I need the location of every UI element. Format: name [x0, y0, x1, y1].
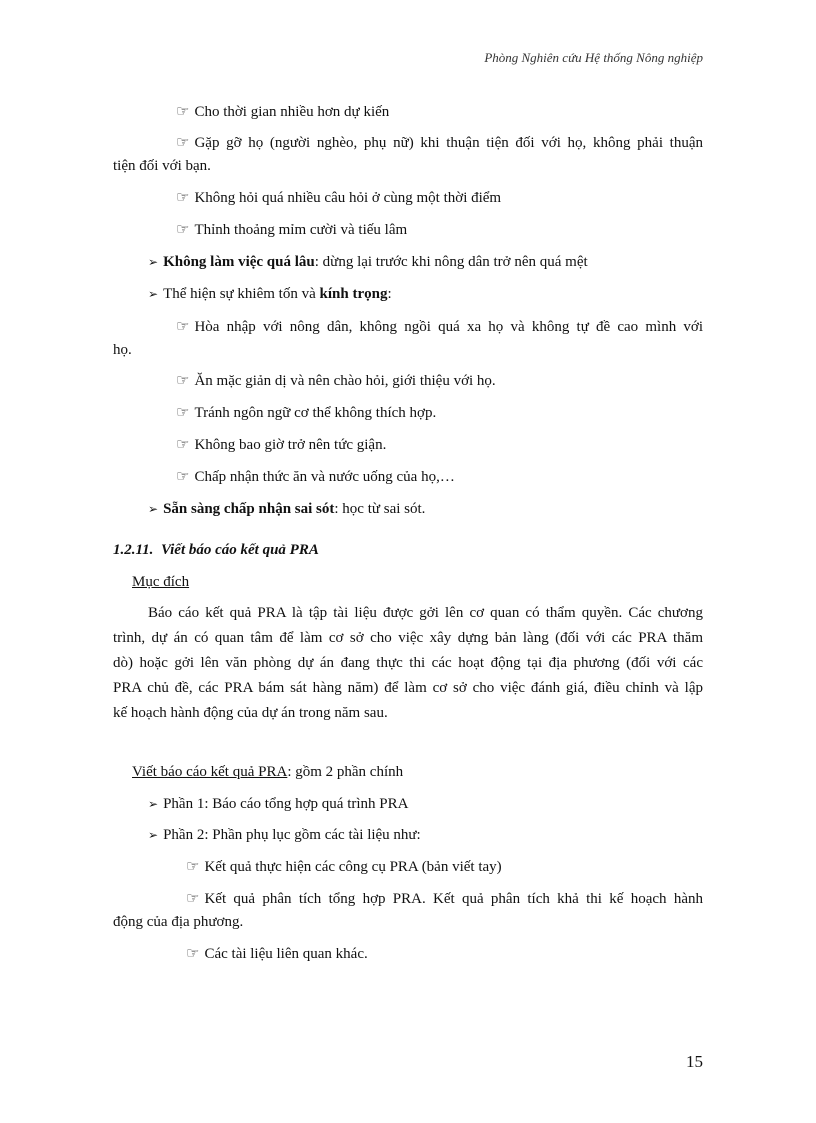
hand-pointer-icon: ☞ — [186, 891, 200, 907]
sub-bullet-item: ☞ Kết quả thực hiện các công cụ PRA (bản viết tay) — [186, 859, 502, 875]
sub-bullet-item: ☞ Không bao giờ trở nên tức giận. — [176, 437, 387, 453]
hand-pointer-icon: ☞ — [176, 469, 190, 485]
hand-pointer-icon: ☞ — [176, 222, 190, 238]
sub-bullet-item: ☞ Cho thời gian nhiều hơn dự kiến — [176, 104, 390, 120]
hand-pointer-icon: ☞ — [176, 190, 190, 206]
sub-bullet-item: ☞ Thỉnh thoảng mỉm cười và tiếu lâm — [176, 222, 408, 238]
hand-pointer-icon: ☞ — [186, 946, 200, 962]
main-bullet-item: ➢ Phần 1: Báo cáo tổng hợp quá trình PRA — [148, 796, 409, 812]
paragraph-line: PRA chủ đề, các PRA bám sát hàng năm) để làm cơ sở cho việc đánh giá, điều chỉnh và lập — [113, 680, 703, 696]
main-bullet-item: ➢ Thể hiện sự khiêm tốn và kính trọng: — [148, 286, 392, 302]
sub-bullet-continuation: động của địa phương. — [113, 914, 244, 930]
sub-bullet-item: ☞ Không hỏi quá nhiều câu hỏi ở cùng một thời điểm — [176, 190, 502, 206]
paragraph-line: Báo cáo kết quả PRA là tập tài liệu được gởi lên cơ quan có thẩm quyền. Các chương — [148, 605, 703, 621]
sub-bullet-item: ☞ Chấp nhận thức ăn và nước uống của họ,… — [176, 469, 455, 485]
sub-bullet-continuation: họ. — [113, 342, 132, 358]
subheading-purpose: Mục đích — [132, 574, 190, 590]
sub-bullet-item: ☞ Ăn mặc giản dị và nên chào hỏi, giới thiệu với họ. — [176, 373, 496, 389]
sub-bullet-item: ☞ Gặp gỡ họ (người nghèo, phụ nữ) khi thuận tiện đối với họ, không phải thuận — [176, 135, 703, 151]
sub-bullet-item: ☞ Các tài liệu liên quan khác. — [186, 946, 368, 962]
paragraph-line: trình, dự án có quan tâm để làm cơ sở cho việc xây dựng bản làng (đối với các PRA thăm — [113, 630, 703, 646]
section-heading: 1.2.11. Viết báo cáo kết quả PRA — [113, 542, 319, 558]
hand-pointer-icon: ☞ — [176, 135, 190, 151]
sub-bullet-item: ☞ Kết quả phân tích tổng hợp PRA. Kết quả phân tích khả thi kế hoạch hành — [186, 891, 703, 907]
running-header: Phòng Nghiên cứu Hệ thống Nông nghiệp — [484, 50, 703, 65]
sub-bullet-continuation: tiện đối với bạn. — [113, 158, 211, 174]
main-bullet-item: ➢ Sẵn sàng chấp nhận sai sót: học từ sai sót. — [148, 501, 426, 517]
hand-pointer-icon: ☞ — [176, 405, 190, 421]
arrowhead-icon: ➢ — [148, 828, 159, 842]
paragraph-line: kế hoạch hành động của dự án trong năm sau. — [113, 705, 388, 721]
arrowhead-icon: ➢ — [148, 287, 159, 301]
main-bullet-item: ➢ Phần 2: Phần phụ lục gồm các tài liệu như: — [148, 827, 421, 843]
page-number: 15 — [686, 1052, 703, 1071]
hand-pointer-icon: ☞ — [176, 319, 190, 335]
arrowhead-icon: ➢ — [148, 797, 159, 811]
hand-pointer-icon: ☞ — [176, 373, 190, 389]
sub-bullet-item: ☞ Tránh ngôn ngữ cơ thể không thích hợp. — [176, 405, 437, 421]
paragraph-line: dò) hoặc gởi lên văn phòng dự án đang thực thi các hoạt động tại địa phương (đối với các — [113, 655, 703, 671]
hand-pointer-icon: ☞ — [186, 859, 200, 875]
sub-bullet-item: ☞ Hòa nhập với nông dân, không ngồi quá xa họ và không tự đề cao mình với — [176, 319, 703, 335]
hand-pointer-icon: ☞ — [176, 104, 190, 120]
arrowhead-icon: ➢ — [148, 255, 159, 269]
subheading-report: Viết báo cáo kết quả PRA: gồm 2 phần chính — [132, 764, 404, 780]
hand-pointer-icon: ☞ — [176, 437, 190, 453]
main-bullet-item: ➢ Không làm việc quá lâu: dừng lại trước khi nông dân trở nên quá mệt — [148, 254, 588, 270]
arrowhead-icon: ➢ — [148, 502, 159, 516]
